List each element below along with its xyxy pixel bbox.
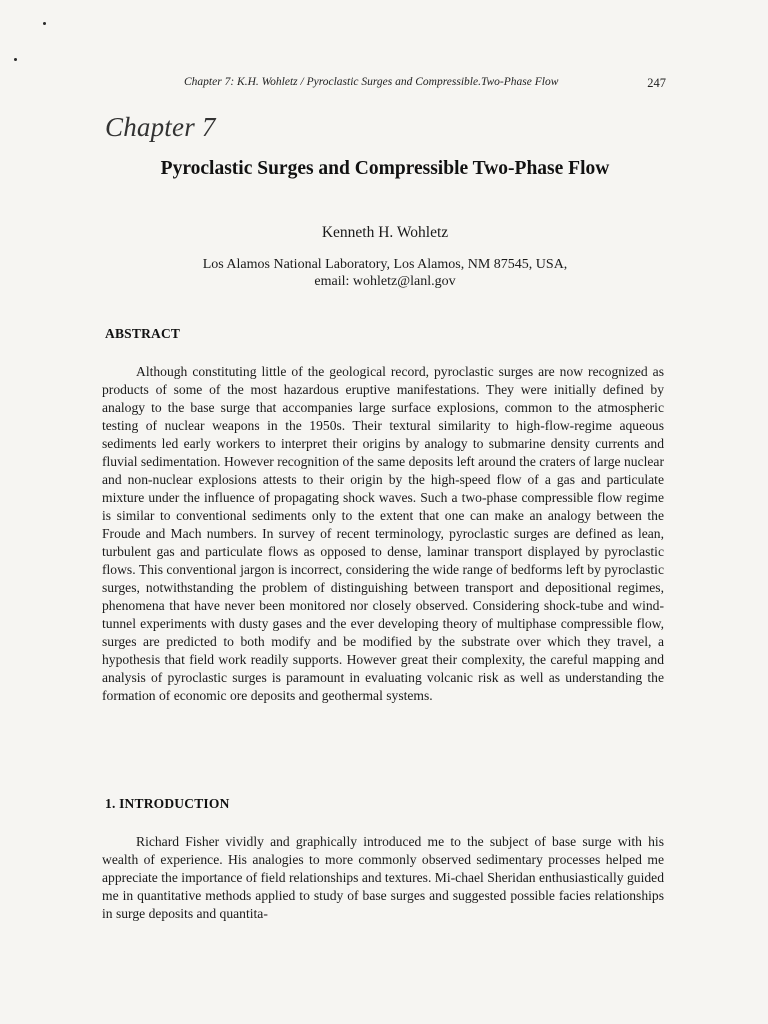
page-number: 247 xyxy=(647,76,666,90)
introduction-paragraph: Richard Fisher vividly and graphically introduced me to the subject of base surge with his wealth of experience. His analogies to more commonly observed sedimentary processes helped me appreciate the importance of field relationships and textures. Mi-chael Sheridan enthusiastically guided me in quantitative methods applied to study of base surges and suggested possible facies relationships in surge deposits and quantita- xyxy=(102,834,664,921)
chapter-label: Chapter 7 xyxy=(105,112,216,142)
abstract-paragraph: Although constituting little of the geological record, pyroclastic surges are now recognized as products of some of the most hazardous eruptive manifestations. They were initially defined by analogy to the base surge that accompanies large surface explosions, common to the atmospheric testing of nuclear weapons in the 1950s. Their textural similarity to high-flow-regime aqueous sediments led early workers to interpret their origins by analogy to submarine density currents and fluvial sedimentation. However recognition of the same deposits left around the craters of large nuclear and non-nuclear explosions attests to their origin by the high-speed flow of a gas and particulate mixture under the influence of propagating shock waves. Such a two-phase compressible flow regime is similar to conventional sediments only to the extent that one can make an analogy between the Froude and Mach numbers. In survey of recent terminology, pyroclastic surges are defined as lean, turbulent gas and particulate flows as opposed to dense, laminar transport displayed by pyroclastic flows. This conventional jargon is incorrect, considering the wide range of bedforms left by pyroclastic surges, notwithstanding the problem of distinguishing between transport and depositional regimes, phenomena that have never been monitored nor closely observed. Considering shock-tube and wind-tunnel experiments with dusty gases and the ever developing theory of multiphase compressible flow, surges are predicted to both modify and be modified by the substrate over which they travel, a hypothesis that field work readily supports. However great their complexity, the careful mapping and analysis of pyroclastic surges is paramount in evaluating volcanic risk as well as understanding the formation of economic ore deposits and geothermal systems. xyxy=(102,364,664,703)
chapter-title: Pyroclastic Surges and Compressible Two-Phase Flow xyxy=(160,158,610,179)
scan-speck xyxy=(43,22,46,25)
running-head: Chapter 7: K.H. Wohletz / Pyroclastic Surges and Compressible.Two-Phase Flow xyxy=(184,76,559,88)
author-name: Kenneth H. Wohletz xyxy=(321,224,449,241)
introduction-heading: 1. INTRODUCTION xyxy=(105,796,230,811)
author-email: email: wohletz@lanl.gov xyxy=(314,274,456,289)
affiliation-line: Los Alamos National Laboratory, Los Alamos, NM 87545, USA, xyxy=(202,257,568,272)
abstract-heading: ABSTRACT xyxy=(105,326,181,341)
author-affiliation xyxy=(105,256,665,290)
scan-speck xyxy=(14,58,17,61)
